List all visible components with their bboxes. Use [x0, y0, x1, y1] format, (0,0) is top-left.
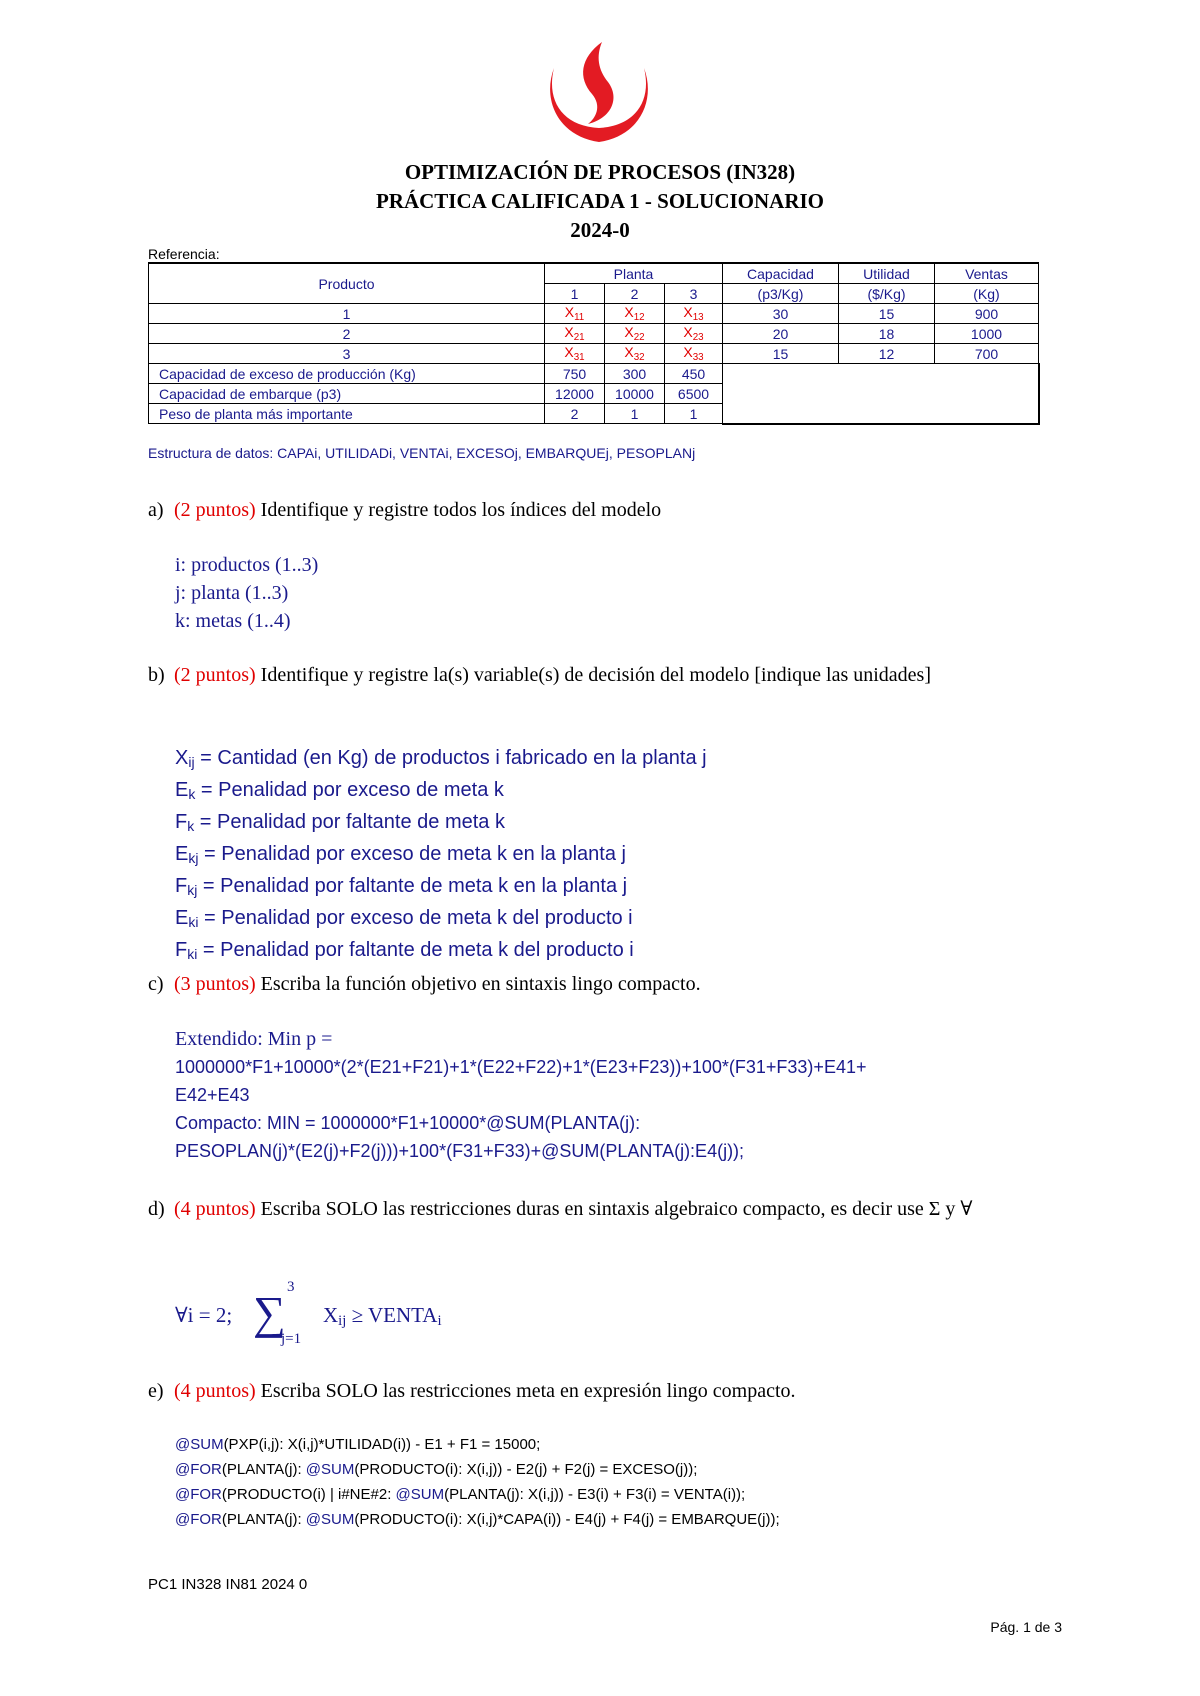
answer-line: PESOPLAN(j)*(E2(j)+F2(j)))+100*(F31+F33)+@SUM(PLANTA(j):E4(j));	[175, 1141, 745, 1161]
question-points: (2 puntos)	[174, 664, 256, 686]
cell-utilidad: 12	[839, 344, 935, 364]
var-symbol: F	[175, 811, 188, 833]
question-letter: d)	[148, 1198, 165, 1220]
code-text: (PLANTA(j):	[221, 1461, 306, 1478]
reference-table	[148, 262, 1040, 425]
hard-constraint-formula	[175, 1279, 595, 1353]
answer-line	[175, 808, 707, 840]
code-text: (PRODUCTO(i) | i#NE#2:	[221, 1486, 396, 1503]
var-symbol: X	[175, 747, 189, 769]
var-x31-symbol: X	[564, 344, 574, 360]
unit-ventas: (Kg)	[935, 284, 1039, 304]
exam-period: 2024-0	[570, 218, 630, 242]
var-x32-index: 32	[633, 352, 645, 363]
answer-line	[175, 936, 707, 968]
var-symbol: F	[175, 875, 188, 897]
cell-exceso-3: 450	[665, 364, 723, 384]
header-producto: Producto	[149, 263, 545, 304]
question-text: Identifique y registre todos los índices del modelo	[260, 499, 662, 521]
answer-a	[175, 551, 318, 635]
question-text: Identifique y registre la(s) variable(s) de decisión del modelo [indique las unidades]	[260, 664, 932, 686]
header-planta-2: 2	[605, 284, 665, 304]
header-utilidad: Utilidad	[839, 263, 935, 284]
row-label-peso: Peso de planta más importante	[149, 404, 545, 424]
unit-capacidad: (p3/Kg)	[723, 284, 839, 304]
var-x31	[545, 344, 605, 364]
answer-line: i: productos (1..3)	[175, 554, 319, 576]
code-keyword: @FOR	[175, 1486, 222, 1503]
question-d	[148, 1195, 1064, 1223]
var-x21-index: 21	[573, 332, 585, 343]
question-points: (3 puntos)	[174, 973, 256, 995]
var-definition: = Penalidad por exceso de meta k del producto i	[198, 907, 633, 929]
cell-embarque-1: 12000	[545, 384, 605, 404]
var-x22	[605, 324, 665, 344]
question-points: (4 puntos)	[174, 1380, 256, 1402]
var-symbol: F	[175, 939, 188, 961]
answer-line: k: metas (1..4)	[175, 610, 291, 632]
cell-peso-2: 1	[605, 404, 665, 424]
page-number: Pág. 1 de 3	[990, 1619, 1062, 1635]
var-x33	[665, 344, 723, 364]
question-text: Escriba SOLO las restricciones duras en sintaxis algebraico compacto, es decir use Σ y ∀	[260, 1198, 973, 1220]
code-text: (PLANTA(j): X(i,j)) - E3(i) + F3(i) = VENTA(i));	[444, 1486, 746, 1503]
var-x21	[545, 324, 605, 344]
question-text: Escriba SOLO las restricciones meta en expresión lingo compacto.	[260, 1380, 796, 1402]
code-line	[175, 1482, 780, 1507]
product-id: 2	[149, 324, 545, 344]
var-x23	[665, 324, 723, 344]
cell-ventas: 700	[935, 344, 1039, 364]
var-subscript: ki	[187, 946, 198, 962]
sigma-icon: ∑	[253, 1287, 286, 1338]
var-definition: = Penalidad por faltante de meta k en la planta j	[197, 875, 628, 897]
var-definition: = Penalidad por faltante de meta k del producto i	[197, 939, 634, 961]
empty-block	[723, 364, 1039, 424]
code-line	[175, 1507, 780, 1532]
code-line	[175, 1457, 780, 1482]
var-subscript: k	[187, 818, 195, 834]
table-row	[149, 364, 1039, 384]
var-subscript: k	[188, 786, 196, 802]
course-title: OPTIMIZACIÓN DE PROCESOS (IN328)	[404, 160, 796, 184]
row-label-exceso: Capacidad de exceso de producción (Kg)	[149, 364, 545, 384]
var-x33-index: 33	[692, 352, 704, 363]
formula-lower-bound: j=1	[281, 1331, 302, 1347]
reference-label: Referencia:	[148, 246, 220, 262]
answer-line: j: planta (1..3)	[175, 582, 289, 604]
formula-term-subscript: ij	[338, 1313, 347, 1329]
answer-line	[175, 776, 707, 808]
answer-c	[175, 1025, 1065, 1165]
document-code: PC1 IN328 IN81 2024 0	[148, 1576, 308, 1593]
header-ventas: Ventas	[935, 263, 1039, 284]
cell-ventas: 900	[935, 304, 1039, 324]
var-x13-index: 13	[692, 312, 704, 323]
header-planta-1: 1	[545, 284, 605, 304]
goal-constraints-code	[175, 1432, 780, 1532]
code-text: (PRODUCTO(i): X(i,j)*CAPA(i)) - E4(j) + F4(j) = EMBARQUE(j));	[354, 1511, 780, 1528]
var-symbol: E	[175, 907, 189, 929]
var-symbol: E	[175, 843, 189, 865]
cell-embarque-2: 10000	[605, 384, 665, 404]
var-x32-symbol: X	[624, 344, 634, 360]
var-x23-index: 23	[692, 332, 704, 343]
var-symbol: E	[175, 779, 189, 801]
question-c	[148, 970, 1064, 998]
cell-capacidad: 15	[723, 344, 839, 364]
formula-relation-subscript: i	[437, 1313, 442, 1329]
cell-embarque-3: 6500	[665, 384, 723, 404]
var-subscript: ki	[188, 914, 199, 930]
question-points: (4 puntos)	[174, 1198, 256, 1220]
var-x12	[605, 304, 665, 324]
document-header	[0, 158, 1200, 245]
code-text: (PLANTA(j):	[221, 1511, 306, 1528]
var-subscript: kj	[187, 882, 198, 898]
answer-line: Compacto: MIN = 1000000*F1+10000*@SUM(PLANTA(j):	[175, 1113, 641, 1133]
code-keyword: @SUM	[305, 1511, 355, 1528]
answer-line	[175, 840, 707, 872]
cell-exceso-2: 300	[605, 364, 665, 384]
product-id: 1	[149, 304, 545, 324]
code-keyword: @SUM	[395, 1486, 445, 1503]
header-planta: Planta	[545, 263, 723, 284]
cell-capacidad: 30	[723, 304, 839, 324]
row-label-embarque: Capacidad de embarque (p3)	[149, 384, 545, 404]
upc-flame-logo-icon	[540, 38, 658, 148]
var-x23-symbol: X	[683, 324, 693, 340]
formula-term	[323, 1303, 442, 1330]
cell-peso-3: 1	[665, 404, 723, 424]
var-definition: = Penalidad por exceso de meta k en la planta j	[198, 843, 626, 865]
cell-ventas: 1000	[935, 324, 1039, 344]
var-x22-symbol: X	[624, 324, 634, 340]
cell-utilidad: 15	[839, 304, 935, 324]
table-row	[149, 344, 1039, 364]
code-keyword: @SUM	[305, 1461, 355, 1478]
code-line	[175, 1432, 780, 1457]
question-letter: a)	[148, 499, 164, 521]
var-subscript: kj	[188, 850, 199, 866]
answer-line	[175, 744, 707, 776]
code-keyword: @FOR	[175, 1511, 222, 1528]
cell-capacidad: 20	[723, 324, 839, 344]
exam-title: PRÁCTICA CALIFICADA 1 - SOLUCIONARIO	[375, 189, 825, 213]
table-row	[149, 324, 1039, 344]
cell-exceso-1: 750	[545, 364, 605, 384]
var-x13	[665, 304, 723, 324]
formula-forall: ∀i = 2;	[175, 1303, 233, 1327]
formula-term-symbol: X	[323, 1303, 339, 1327]
data-structure-note: Estructura de datos: CAPAi, UTILIDADi, VENTAi, EXCESOj, EMBARQUEj, PESOPLANj	[148, 445, 696, 461]
var-x33-symbol: X	[683, 344, 693, 360]
formula-relation: ≥ VENTA	[351, 1303, 438, 1327]
var-x31-index: 31	[573, 352, 585, 363]
question-a	[148, 496, 1064, 524]
table-row	[149, 304, 1039, 324]
question-e	[148, 1377, 1064, 1405]
cell-peso-1: 2	[545, 404, 605, 424]
var-x12-index: 12	[633, 312, 645, 323]
question-b	[148, 661, 1064, 689]
code-text: (PRODUCTO(i): X(i,j)) - E2(j) + F2(j) = EXCESO(j));	[354, 1461, 698, 1478]
question-letter: c)	[148, 973, 164, 995]
question-points: (2 puntos)	[174, 499, 256, 521]
question-letter: b)	[148, 664, 165, 686]
product-id: 3	[149, 344, 545, 364]
var-x13-symbol: X	[683, 304, 693, 320]
question-letter: e)	[148, 1380, 164, 1402]
code-keyword: @FOR	[175, 1461, 222, 1478]
var-definition: = Penalidad por faltante de meta k	[194, 811, 505, 833]
answer-line	[175, 904, 707, 936]
cell-utilidad: 18	[839, 324, 935, 344]
code-text: (PXP(i,j): X(i,j)*UTILIDAD(i)) - E1 + F1 = 15000;	[223, 1436, 541, 1453]
var-x22-index: 22	[633, 332, 645, 343]
var-x32	[605, 344, 665, 364]
var-subscript: ij	[188, 754, 195, 770]
formula-upper-bound: 3	[287, 1279, 295, 1295]
answer-line	[175, 872, 707, 904]
answer-b	[175, 744, 707, 968]
answer-line: Extendido: Min p =	[175, 1028, 333, 1050]
var-definition: = Penalidad por exceso de meta k	[195, 779, 504, 801]
var-x11-index: 11	[574, 312, 585, 323]
unit-utilidad: ($/Kg)	[839, 284, 935, 304]
answer-line: E42+E43	[175, 1085, 250, 1105]
code-keyword: @SUM	[175, 1436, 224, 1453]
question-text: Escriba la función objetivo en sintaxis lingo compacto.	[260, 973, 701, 995]
answer-line: 1000000*F1+10000*(2*(E21+F21)+1*(E22+F22)+1*(E23+F23))+100*(F31+F33)+E41+	[175, 1057, 867, 1077]
header-capacidad: Capacidad	[723, 263, 839, 284]
header-planta-3: 3	[665, 284, 723, 304]
var-x12-symbol: X	[624, 304, 634, 320]
var-x11-symbol: X	[564, 304, 575, 320]
var-definition: = Cantidad (en Kg) de productos i fabricado en la planta j	[194, 747, 707, 769]
var-x11	[545, 304, 605, 324]
var-x21-symbol: X	[564, 324, 574, 340]
